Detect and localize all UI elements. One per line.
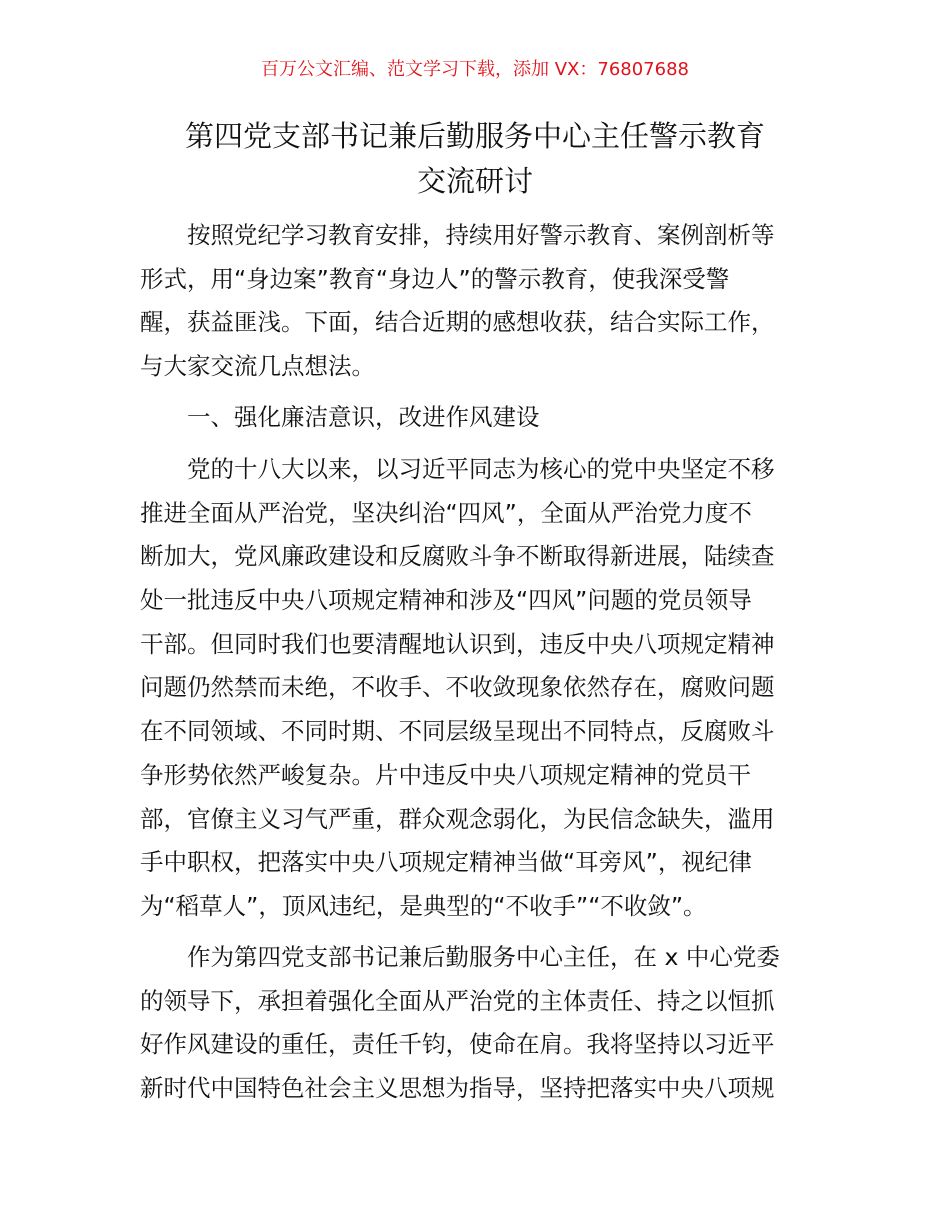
text-line: 党的十八大以来，以习近平同志为核心的党中央坚定不移 <box>187 455 775 483</box>
text-line: 形式，用“身边案”教育“身边人”的警示教育，使我深受警 <box>140 264 730 293</box>
text-line: 断加大，党风廉政建设和反腐败斗争不断取得新进展，陆续查 <box>140 542 775 571</box>
text-line: 按照党纪学习教育安排，持续用好警示教育、案例剖析等 <box>187 221 775 249</box>
document-title <box>0 114 950 204</box>
text-line: 争形势依然严峻复杂。片中违反中央八项规定精神的党员干 <box>140 760 751 789</box>
title-line: 第四党支部书记兼后勤服务中心主任警示教育 <box>184 119 765 153</box>
text-line: 手中职权，把落实中央八项规定精神当做“耳旁风”，视纪律 <box>140 848 752 877</box>
text-line: 部，官僚主义习气严重，群众观念弱化，为民信念缺失，滥用 <box>140 804 775 833</box>
text-line: 为“稻草人”，顶风违纪，是典型的“不收手”“不收敛”。 <box>140 891 707 920</box>
paragraph-role <box>140 936 820 1111</box>
paragraph-intro <box>140 214 820 389</box>
text-line: 醒，获益匪浅。下面，结合近期的感想收获，结合实际工作， <box>140 308 775 337</box>
text-line: 的领导下，承担着强化全面从严治党的主体责任、持之以恒抓 <box>140 986 775 1015</box>
text-line: 一、强化廉洁意识，改进作风建设 <box>187 403 540 431</box>
text-line: 在不同领域、不同时期、不同层级呈现出不同特点，反腐败斗 <box>140 717 775 746</box>
text-line: 好作风建设的重任，责任千钧，使命在肩。我将坚持以习近平 <box>140 1030 775 1059</box>
paragraph-section-1 <box>140 448 820 929</box>
section-heading-1 <box>140 396 820 440</box>
text-line: 推进全面从严治党，坚决纠治“四风”，全面从严治党力度不 <box>140 498 752 527</box>
text-line: 新时代中国特色社会主义思想为指导，坚持把落实中央八项规 <box>140 1074 775 1103</box>
text-line: 问题仍然禁而未绝，不收手、不收敛现象依然存在，腐败问题 <box>140 673 775 702</box>
text-line: 处一批违反中央八项规定精神和涉及“四风”问题的党员领导 <box>140 586 752 615</box>
title-line: 交流研讨 <box>416 164 533 198</box>
text-line: 作为第四党支部书记兼后勤服务中心主任，在 x 中心党委 <box>187 943 780 971</box>
watermark-banner: 百万公文汇编、范文学习下载，添加 VX：76807688 <box>261 59 689 80</box>
text-line: 干部。但同时我们也要清醒地认识到，违反中央八项规定精神 <box>140 629 775 658</box>
text-line: 与大家交流几点想法。 <box>140 352 375 381</box>
